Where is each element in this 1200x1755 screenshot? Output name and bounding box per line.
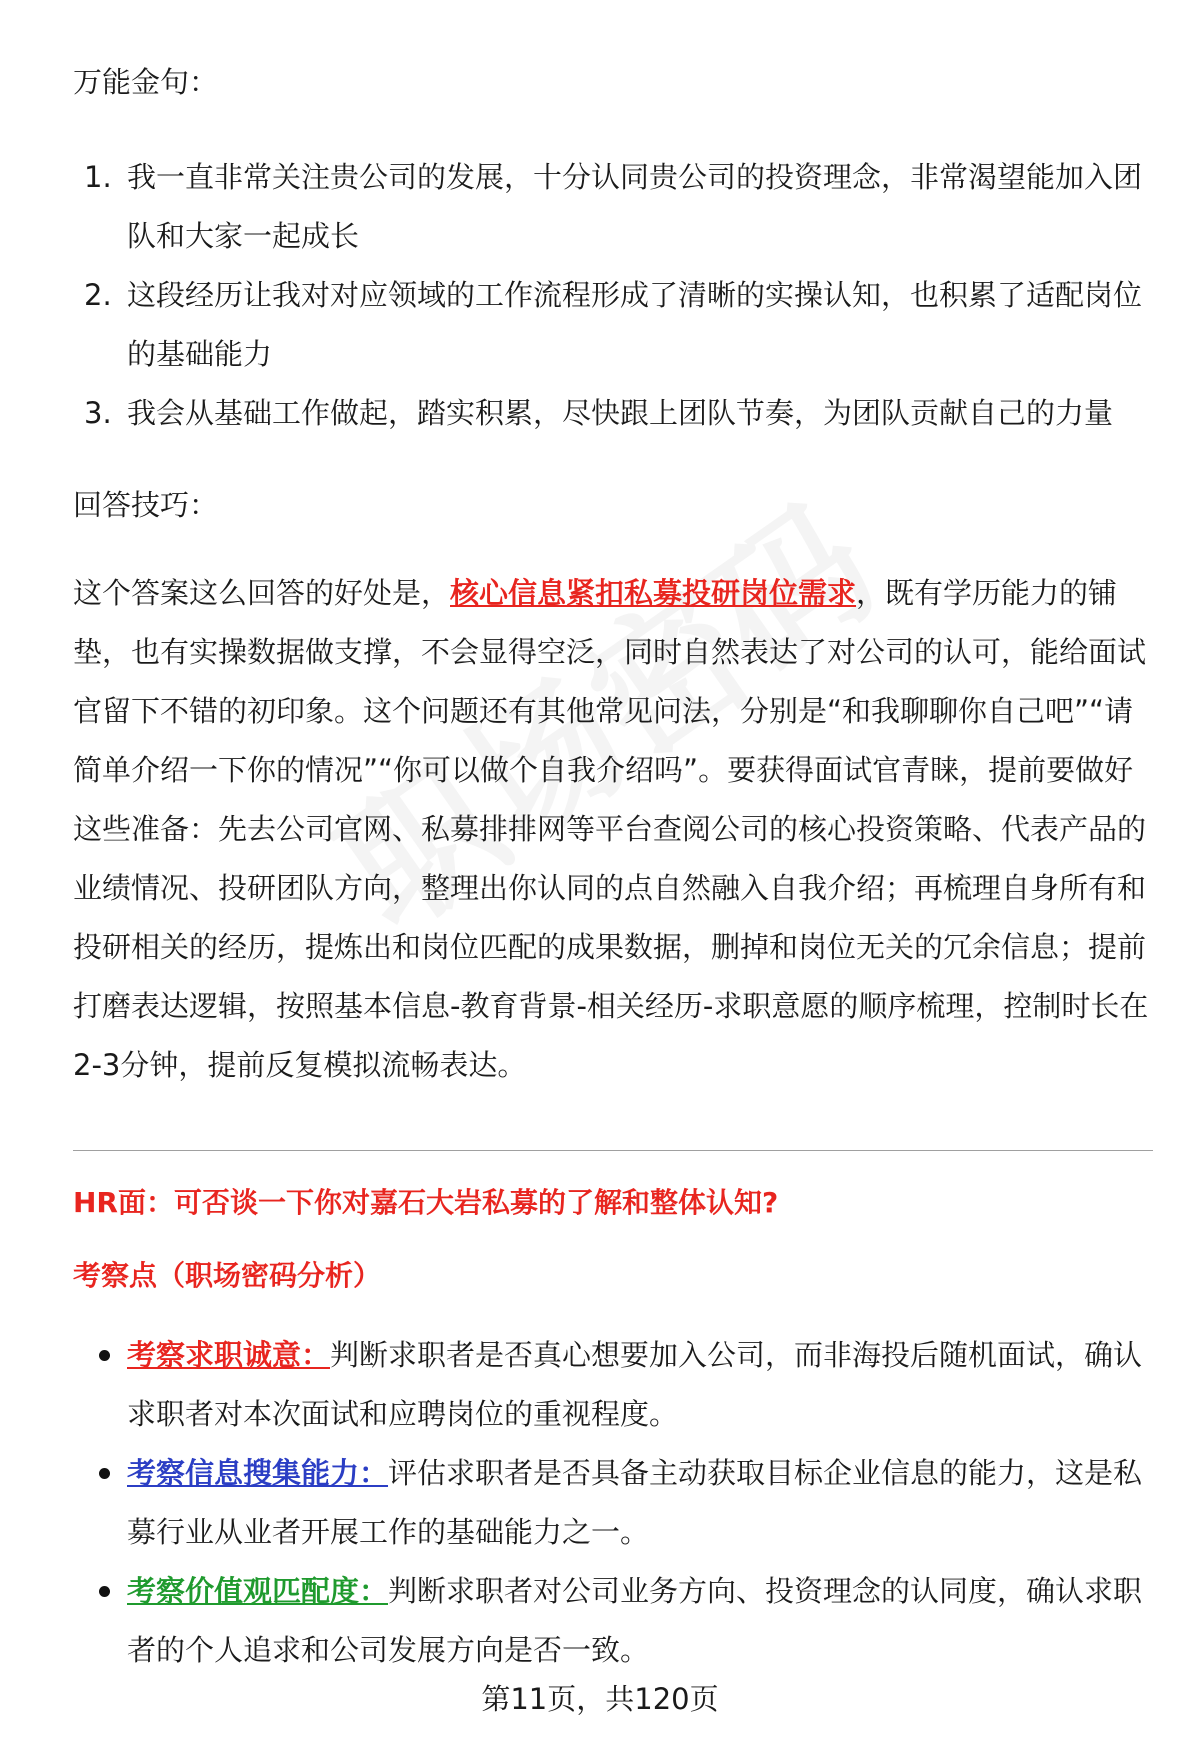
golden-sentence-list bbox=[73, 148, 1153, 443]
point-keyword: 考察价值观匹配度： bbox=[127, 1574, 389, 1608]
list-item bbox=[73, 266, 1153, 384]
page-footer: 第11页，共120页 bbox=[481, 1682, 719, 1716]
tips-highlight: 核心信息紧扣私募投研岗位需求 bbox=[450, 576, 857, 610]
list-item-text: 我一直非常关注贵公司的发展，十分认同贵公司的投资理念，非常渴望能加入团队和大家一起成长 bbox=[127, 160, 1143, 253]
assessment-points-list bbox=[73, 1326, 1153, 1680]
point-text: 判断求职者是否真心想要加入公司，而非海投后随机面试，确认求职者对本次面试和应聘岗位的重视程度。 bbox=[127, 1338, 1143, 1431]
list-item bbox=[73, 1326, 1153, 1444]
section-divider bbox=[73, 1150, 1153, 1151]
hr-question-title: HR面：可否谈一下你对嘉石大岩私募的了解和整体认知? bbox=[73, 1186, 779, 1219]
point-text: 判断求职者对公司业务方向、投资理念的认同度，确认求职者的个人追求和公司发展方向是否一致。 bbox=[127, 1574, 1143, 1667]
list-number: 1. bbox=[84, 160, 112, 194]
list-item bbox=[73, 1444, 1153, 1562]
point-text: 评估求职者是否具备主动获取目标企业信息的能力，这是私募行业从业者开展工作的基础能力之一。 bbox=[127, 1456, 1143, 1549]
list-number: 2. bbox=[84, 278, 112, 312]
list-number: 3. bbox=[84, 396, 112, 430]
bullet-icon bbox=[99, 1468, 110, 1479]
tips-body: ，既有学历能力的铺垫，也有实操数据做支撑，不会显得空泛，同时自然表达了对公司的认可，能给面试官留下不错的初印象。这个问题还有其他常见问法，分别是“和我聊聊你自己吧”“请简单介绍一下你的情况”“你可以做个自我介绍吗”。要获得面试官青睐，提前要做好这些准备：先去公司官网、私募排排网等平台查阅公司的核心投资策略、代表产品的业绩情况、投研团队方向，整理出你认同的点自然融入自我介绍；再梳理自身所有和投研相关的经历，提炼出和岗位匹配的成果数据，删掉和岗位无关的冗余信息；提前打磨表达逻辑，按照基本信息-教育背景-相关经历-求职意愿的顺序梳理，控制时长在2-3分钟，提前反复模拟流畅表达。 bbox=[73, 576, 1149, 1082]
list-item bbox=[73, 384, 1153, 443]
section-label-golden-sentences: 万能金句： bbox=[73, 65, 219, 99]
section-label-answer-tips: 回答技巧： bbox=[73, 488, 219, 522]
point-keyword: 考察求职诚意： bbox=[127, 1338, 331, 1372]
list-item-text: 这段经历让我对对应领域的工作流程形成了清晰的实操认知，也积累了适配岗位的基础能力 bbox=[127, 278, 1143, 371]
assessment-points-title: 考察点（职场密码分析） bbox=[73, 1259, 382, 1292]
tips-intro: 这个答案这么回答的好处是， bbox=[73, 576, 451, 610]
answer-tips-paragraph bbox=[73, 564, 1153, 1095]
list-item bbox=[73, 1562, 1153, 1680]
bullet-icon bbox=[99, 1350, 110, 1361]
bullet-icon bbox=[99, 1586, 110, 1597]
list-item bbox=[73, 148, 1153, 266]
list-item-text: 我会从基础工作做起，踏实积累，尽快跟上团队节奏，为团队贡献自己的力量 bbox=[127, 396, 1114, 430]
point-keyword: 考察信息搜集能力： bbox=[127, 1456, 389, 1490]
